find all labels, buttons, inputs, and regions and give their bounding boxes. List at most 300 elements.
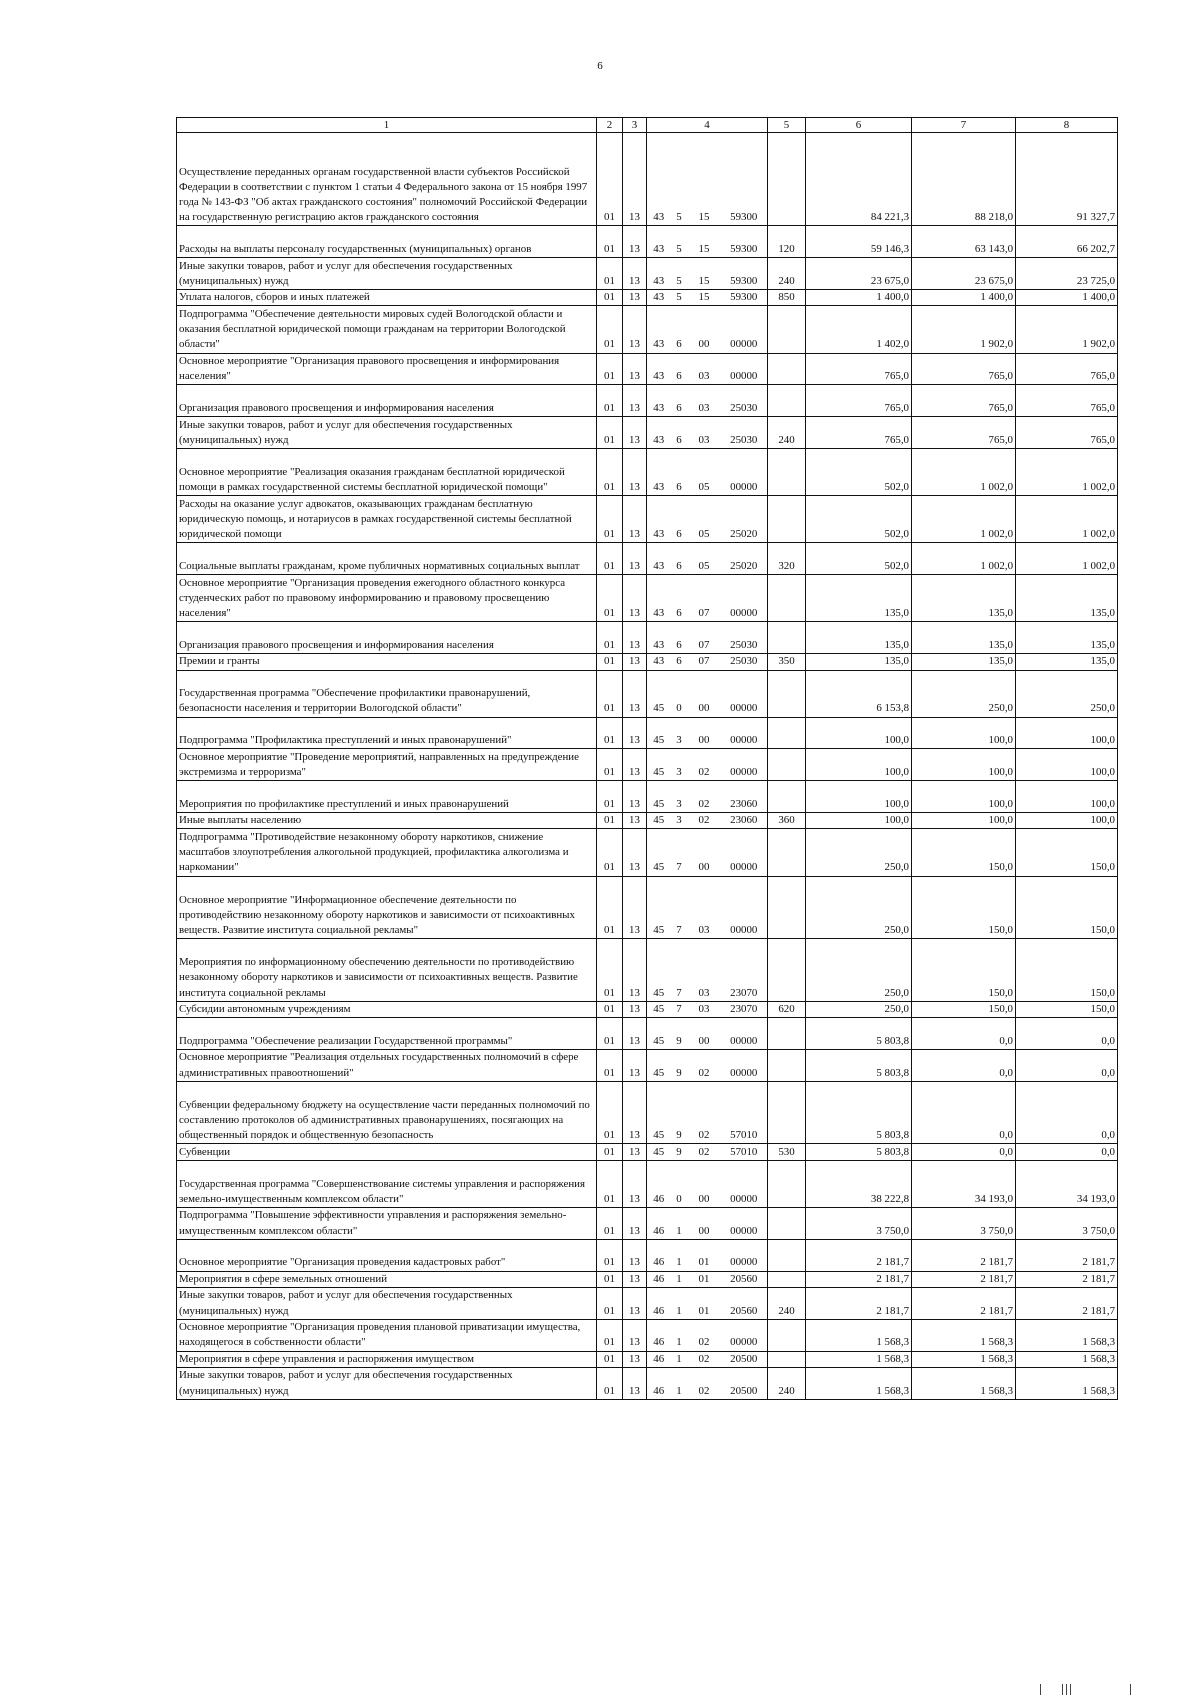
code-activity: 01 (688, 1271, 721, 1287)
code-subprogram: 7 (671, 939, 688, 1002)
code-activity: 03 (688, 876, 721, 939)
code-program: 45 (647, 1001, 671, 1017)
amount-2021: 135,0 (1016, 654, 1118, 670)
code-subsection: 13 (623, 829, 647, 876)
code-program: 45 (647, 813, 671, 829)
code-program: 43 (647, 353, 671, 385)
code-subprogram: 9 (671, 1018, 688, 1050)
amount-2019: 1 568,3 (806, 1319, 912, 1351)
code-activity: 00 (688, 670, 721, 717)
amount-2021: 100,0 (1016, 717, 1118, 749)
code-program: 46 (647, 1319, 671, 1351)
amount-2021: 2 181,7 (1016, 1271, 1118, 1287)
amount-2020: 100,0 (912, 749, 1016, 781)
scan-marks (1040, 1684, 1190, 1696)
code-subprogram: 6 (671, 353, 688, 385)
code-direction: 00000 (721, 1208, 768, 1240)
description: Премии и гранты (177, 654, 597, 670)
description: Осуществление переданных органам государственной власти субъектов Российской Федерации в соответствии с пунктом 1 статьи 4 Федерального закона от 15 ноября 1997 года № 143-ФЗ "Об актах гражданского состояния" полномочий Российской Федерации на государственную регистрацию актов гражданского состояния (177, 133, 597, 226)
amount-2019: 502,0 (806, 496, 912, 543)
code-program: 45 (647, 829, 671, 876)
code-expense-type (768, 749, 806, 781)
code-expense-type: 240 (768, 1287, 806, 1319)
amount-2020: 2 181,7 (912, 1287, 1016, 1319)
code-subprogram: 5 (671, 258, 688, 290)
code-section: 01 (597, 1208, 623, 1240)
code-expense-type (768, 133, 806, 226)
header-col-4: 4 (647, 118, 768, 133)
code-expense-type (768, 1160, 806, 1207)
amount-2019: 6 153,8 (806, 670, 912, 717)
amount-2019: 1 402,0 (806, 306, 912, 353)
code-expense-type (768, 1319, 806, 1351)
code-activity: 15 (688, 133, 721, 226)
code-program: 45 (647, 1018, 671, 1050)
amount-2021: 135,0 (1016, 575, 1118, 622)
code-program: 43 (647, 226, 671, 258)
table-row (177, 1160, 1118, 1207)
code-subsection: 13 (623, 813, 647, 829)
amount-2021: 100,0 (1016, 749, 1118, 781)
amount-2019: 135,0 (806, 654, 912, 670)
amount-2019: 135,0 (806, 622, 912, 654)
code-subprogram: 3 (671, 781, 688, 813)
code-program: 43 (647, 306, 671, 353)
table-row (177, 496, 1118, 543)
amount-2021: 66 202,7 (1016, 226, 1118, 258)
amount-2019: 59 146,3 (806, 226, 912, 258)
amount-2020: 765,0 (912, 417, 1016, 449)
description: Иные закупки товаров, работ и услуг для обеспечения государственных (муниципальных) нужд (177, 417, 597, 449)
code-program: 45 (647, 717, 671, 749)
code-program: 46 (647, 1208, 671, 1240)
code-activity: 03 (688, 1001, 721, 1017)
amount-2021: 1 400,0 (1016, 289, 1118, 305)
code-subsection: 13 (623, 939, 647, 1002)
code-subsection: 13 (623, 670, 647, 717)
code-subprogram: 6 (671, 622, 688, 654)
amount-2019: 765,0 (806, 385, 912, 417)
code-subprogram: 1 (671, 1319, 688, 1351)
code-subprogram: 6 (671, 496, 688, 543)
code-direction: 20500 (721, 1367, 768, 1399)
header-col-7: 7 (912, 118, 1016, 133)
amount-2021: 3 750,0 (1016, 1208, 1118, 1240)
amount-2019: 5 803,8 (806, 1144, 912, 1160)
amount-2019: 2 181,7 (806, 1287, 912, 1319)
code-subsection: 13 (623, 1050, 647, 1082)
code-subsection: 13 (623, 575, 647, 622)
table-row (177, 717, 1118, 749)
amount-2021: 91 327,7 (1016, 133, 1118, 226)
code-activity: 02 (688, 1050, 721, 1082)
amount-2021: 1 002,0 (1016, 448, 1118, 495)
description: Основное мероприятие "Организация проведения ежегодного областного конкурса студенческих работ по правовому информированию и правовому просвещению населения" (177, 575, 597, 622)
code-expense-type (768, 1351, 806, 1367)
description: Иные выплаты населению (177, 813, 597, 829)
code-subprogram: 6 (671, 306, 688, 353)
code-direction: 57010 (721, 1144, 768, 1160)
amount-2020: 1 400,0 (912, 289, 1016, 305)
amount-2020: 3 750,0 (912, 1208, 1016, 1240)
code-expense-type: 120 (768, 226, 806, 258)
table-row (177, 385, 1118, 417)
table-row (177, 417, 1118, 449)
code-section: 01 (597, 1271, 623, 1287)
amount-2019: 2 181,7 (806, 1239, 912, 1271)
code-activity: 15 (688, 258, 721, 290)
code-program: 45 (647, 1050, 671, 1082)
code-subsection: 13 (623, 1081, 647, 1144)
code-subsection: 13 (623, 1144, 647, 1160)
code-subprogram: 5 (671, 133, 688, 226)
code-section: 01 (597, 622, 623, 654)
code-section: 01 (597, 226, 623, 258)
code-program: 46 (647, 1271, 671, 1287)
amount-2019: 5 803,8 (806, 1018, 912, 1050)
amount-2021: 0,0 (1016, 1081, 1118, 1144)
code-direction: 20560 (721, 1271, 768, 1287)
description: Государственная программа "Совершенствование системы управления и распоряжения земельно-имущественным комплексом области" (177, 1160, 597, 1207)
table-row (177, 1001, 1118, 1017)
code-direction: 00000 (721, 448, 768, 495)
code-subsection: 13 (623, 1160, 647, 1207)
code-section: 01 (597, 1144, 623, 1160)
code-activity: 15 (688, 226, 721, 258)
code-direction: 23070 (721, 939, 768, 1002)
code-direction: 00000 (721, 670, 768, 717)
code-section: 01 (597, 654, 623, 670)
code-direction: 00000 (721, 1239, 768, 1271)
code-subsection: 13 (623, 876, 647, 939)
code-activity: 15 (688, 289, 721, 305)
code-section: 01 (597, 749, 623, 781)
amount-2019: 1 568,3 (806, 1367, 912, 1399)
description: Подпрограмма "Противодействие незаконному обороту наркотиков, снижение масштабов злоупотребления алкогольной продукцией, профилактика алкоголизма и наркомании" (177, 829, 597, 876)
amount-2019: 502,0 (806, 543, 912, 575)
table-row (177, 306, 1118, 353)
header-col-5: 5 (768, 118, 806, 133)
code-direction: 59300 (721, 226, 768, 258)
code-program: 45 (647, 749, 671, 781)
code-program: 46 (647, 1287, 671, 1319)
amount-2020: 63 143,0 (912, 226, 1016, 258)
code-program: 43 (647, 258, 671, 290)
page-number: 6 (597, 60, 603, 72)
code-direction: 25030 (721, 385, 768, 417)
code-expense-type (768, 1081, 806, 1144)
amount-2020: 1 568,3 (912, 1367, 1016, 1399)
amount-2019: 100,0 (806, 781, 912, 813)
amount-2021: 1 568,3 (1016, 1319, 1118, 1351)
code-direction: 00000 (721, 1018, 768, 1050)
code-section: 01 (597, 306, 623, 353)
code-subprogram: 6 (671, 543, 688, 575)
amount-2019: 765,0 (806, 353, 912, 385)
code-direction: 00000 (721, 829, 768, 876)
table-row (177, 448, 1118, 495)
code-subsection: 13 (623, 1319, 647, 1351)
code-program: 46 (647, 1239, 671, 1271)
header-row (177, 118, 1118, 133)
code-section: 01 (597, 939, 623, 1002)
code-section: 01 (597, 1160, 623, 1207)
code-direction: 00000 (721, 575, 768, 622)
code-expense-type (768, 1050, 806, 1082)
amount-2020: 88 218,0 (912, 133, 1016, 226)
code-program: 46 (647, 1367, 671, 1399)
code-section: 01 (597, 876, 623, 939)
description: Уплата налогов, сборов и иных платежей (177, 289, 597, 305)
description: Мероприятия в сфере земельных отношений (177, 1271, 597, 1287)
code-expense-type: 240 (768, 417, 806, 449)
amount-2020: 150,0 (912, 1001, 1016, 1017)
code-expense-type (768, 353, 806, 385)
amount-2019: 100,0 (806, 749, 912, 781)
code-subsection: 13 (623, 353, 647, 385)
code-expense-type: 850 (768, 289, 806, 305)
amount-2020: 100,0 (912, 717, 1016, 749)
amount-2020: 34 193,0 (912, 1160, 1016, 1207)
code-section: 01 (597, 258, 623, 290)
code-direction: 23070 (721, 1001, 768, 1017)
code-section: 01 (597, 1351, 623, 1367)
amount-2020: 1 568,3 (912, 1319, 1016, 1351)
amount-2019: 5 803,8 (806, 1050, 912, 1082)
table-row (177, 622, 1118, 654)
code-activity: 02 (688, 1081, 721, 1144)
description: Иные закупки товаров, работ и услуг для обеспечения государственных (муниципальных) нужд (177, 258, 597, 290)
description: Подпрограмма "Обеспечение деятельности мировых судей Вологодской области и оказания бесплатной юридической помощи гражданам на территории Вологодской области" (177, 306, 597, 353)
description: Социальные выплаты гражданам, кроме публичных нормативных социальных выплат (177, 543, 597, 575)
amount-2021: 0,0 (1016, 1050, 1118, 1082)
table-row (177, 1319, 1118, 1351)
code-subsection: 13 (623, 654, 647, 670)
amount-2020: 250,0 (912, 670, 1016, 717)
amount-2020: 23 675,0 (912, 258, 1016, 290)
amount-2021: 2 181,7 (1016, 1239, 1118, 1271)
code-activity: 02 (688, 1351, 721, 1367)
amount-2021: 100,0 (1016, 781, 1118, 813)
code-section: 01 (597, 543, 623, 575)
code-activity: 02 (688, 749, 721, 781)
code-activity: 02 (688, 1144, 721, 1160)
code-expense-type (768, 1018, 806, 1050)
code-program: 43 (647, 575, 671, 622)
amount-2020: 765,0 (912, 385, 1016, 417)
table-row (177, 939, 1118, 1002)
code-section: 01 (597, 1001, 623, 1017)
table-row (177, 829, 1118, 876)
code-direction: 25020 (721, 543, 768, 575)
code-section: 01 (597, 1367, 623, 1399)
table-row (177, 1367, 1118, 1399)
code-direction: 59300 (721, 289, 768, 305)
code-subprogram: 6 (671, 654, 688, 670)
code-direction: 00000 (721, 876, 768, 939)
amount-2021: 150,0 (1016, 1001, 1118, 1017)
amount-2020: 2 181,7 (912, 1271, 1016, 1287)
header-col-2: 2 (597, 118, 623, 133)
code-expense-type (768, 1239, 806, 1271)
code-expense-type (768, 781, 806, 813)
code-subprogram: 6 (671, 385, 688, 417)
amount-2021: 765,0 (1016, 385, 1118, 417)
header-col-8: 8 (1016, 118, 1118, 133)
code-subsection: 13 (623, 496, 647, 543)
code-direction: 00000 (721, 717, 768, 749)
amount-2021: 150,0 (1016, 939, 1118, 1002)
amount-2019: 3 750,0 (806, 1208, 912, 1240)
code-subprogram: 6 (671, 575, 688, 622)
description: Расходы на выплаты персоналу государственных (муниципальных) органов (177, 226, 597, 258)
code-subsection: 13 (623, 448, 647, 495)
amount-2020: 0,0 (912, 1081, 1016, 1144)
code-section: 01 (597, 575, 623, 622)
code-direction: 20560 (721, 1287, 768, 1319)
description: Основное мероприятие "Организация проведения кадастровых работ" (177, 1239, 597, 1271)
code-program: 43 (647, 417, 671, 449)
table-row (177, 654, 1118, 670)
header-col-3: 3 (623, 118, 647, 133)
code-subprogram: 7 (671, 1001, 688, 1017)
header-col-6: 6 (806, 118, 912, 133)
code-direction: 25030 (721, 654, 768, 670)
amount-2020: 100,0 (912, 813, 1016, 829)
code-subprogram: 3 (671, 749, 688, 781)
amount-2019: 250,0 (806, 939, 912, 1002)
code-section: 01 (597, 717, 623, 749)
code-expense-type (768, 939, 806, 1002)
code-subsection: 13 (623, 226, 647, 258)
code-section: 01 (597, 781, 623, 813)
code-activity: 03 (688, 353, 721, 385)
code-program: 43 (647, 654, 671, 670)
code-program: 45 (647, 1144, 671, 1160)
code-subsection: 13 (623, 1001, 647, 1017)
description: Основное мероприятие "Информационное обеспечение деятельности по противодействию незаконному обороту наркотиков и зависимости от психоактивных веществ. Развитие института социальной рекламы" (177, 876, 597, 939)
code-section: 01 (597, 670, 623, 717)
description: Подпрограмма "Повышение эффективности управления и распоряжения земельно-имущественным комплексом области" (177, 1208, 597, 1240)
amount-2020: 135,0 (912, 622, 1016, 654)
code-program: 43 (647, 133, 671, 226)
table-row (177, 258, 1118, 290)
code-direction: 25030 (721, 622, 768, 654)
amount-2019: 23 675,0 (806, 258, 912, 290)
budget-table (176, 117, 1118, 1400)
amount-2020: 0,0 (912, 1018, 1016, 1050)
table-row (177, 575, 1118, 622)
code-program: 45 (647, 876, 671, 939)
amount-2020: 150,0 (912, 939, 1016, 1002)
table-row (177, 1018, 1118, 1050)
code-direction: 20500 (721, 1351, 768, 1367)
code-activity: 01 (688, 1287, 721, 1319)
table-row (177, 1144, 1118, 1160)
code-subprogram: 9 (671, 1081, 688, 1144)
code-program: 45 (647, 781, 671, 813)
code-expense-type (768, 829, 806, 876)
amount-2019: 5 803,8 (806, 1081, 912, 1144)
code-activity: 07 (688, 622, 721, 654)
code-subsection: 13 (623, 543, 647, 575)
code-direction: 00000 (721, 749, 768, 781)
code-subsection: 13 (623, 133, 647, 226)
code-activity: 07 (688, 654, 721, 670)
description: Основное мероприятие "Организация проведения плановой приватизации имущества, находящегося в собственности области" (177, 1319, 597, 1351)
code-subprogram: 7 (671, 829, 688, 876)
code-section: 01 (597, 496, 623, 543)
code-section: 01 (597, 133, 623, 226)
code-activity: 03 (688, 939, 721, 1002)
amount-2021: 150,0 (1016, 829, 1118, 876)
code-subprogram: 0 (671, 670, 688, 717)
table-row (177, 781, 1118, 813)
code-activity: 00 (688, 829, 721, 876)
amount-2020: 0,0 (912, 1050, 1016, 1082)
code-expense-type: 350 (768, 654, 806, 670)
amount-2020: 150,0 (912, 829, 1016, 876)
code-expense-type: 530 (768, 1144, 806, 1160)
code-direction: 00000 (721, 1050, 768, 1082)
description: Субвенции федеральному бюджету на осуществление части переданных полномочий по составлению протоколов об административных правонарушениях, посягающих на общественный порядок и общественную безопасность (177, 1081, 597, 1144)
amount-2019: 100,0 (806, 813, 912, 829)
table-row (177, 543, 1118, 575)
code-subsection: 13 (623, 417, 647, 449)
amount-2020: 765,0 (912, 353, 1016, 385)
table-row (177, 670, 1118, 717)
code-subprogram: 1 (671, 1271, 688, 1287)
amount-2020: 135,0 (912, 654, 1016, 670)
code-activity: 07 (688, 575, 721, 622)
code-expense-type: 620 (768, 1001, 806, 1017)
code-direction: 00000 (721, 353, 768, 385)
amount-2019: 2 181,7 (806, 1271, 912, 1287)
amount-2019: 38 222,8 (806, 1160, 912, 1207)
code-section: 01 (597, 417, 623, 449)
amount-2020: 1 002,0 (912, 448, 1016, 495)
amount-2019: 765,0 (806, 417, 912, 449)
amount-2021: 1 902,0 (1016, 306, 1118, 353)
code-expense-type (768, 622, 806, 654)
table-row (177, 1271, 1118, 1287)
code-section: 01 (597, 1018, 623, 1050)
code-expense-type (768, 876, 806, 939)
amount-2020: 0,0 (912, 1144, 1016, 1160)
code-subprogram: 1 (671, 1239, 688, 1271)
code-activity: 03 (688, 385, 721, 417)
table-row (177, 1239, 1118, 1271)
code-activity: 00 (688, 306, 721, 353)
code-subprogram: 6 (671, 448, 688, 495)
code-activity: 00 (688, 717, 721, 749)
description: Субсидии автономным учреждениям (177, 1001, 597, 1017)
code-activity: 00 (688, 1208, 721, 1240)
description: Подпрограмма "Обеспечение реализации Государственной программы" (177, 1018, 597, 1050)
code-activity: 02 (688, 781, 721, 813)
code-activity: 00 (688, 1160, 721, 1207)
code-subsection: 13 (623, 749, 647, 781)
code-section: 01 (597, 1050, 623, 1082)
code-direction: 59300 (721, 133, 768, 226)
description: Иные закупки товаров, работ и услуг для обеспечения государственных (муниципальных) нужд (177, 1287, 597, 1319)
code-direction: 25030 (721, 417, 768, 449)
code-activity: 02 (688, 813, 721, 829)
code-activity: 05 (688, 543, 721, 575)
code-subsection: 13 (623, 289, 647, 305)
code-subprogram: 9 (671, 1144, 688, 1160)
amount-2021: 0,0 (1016, 1144, 1118, 1160)
